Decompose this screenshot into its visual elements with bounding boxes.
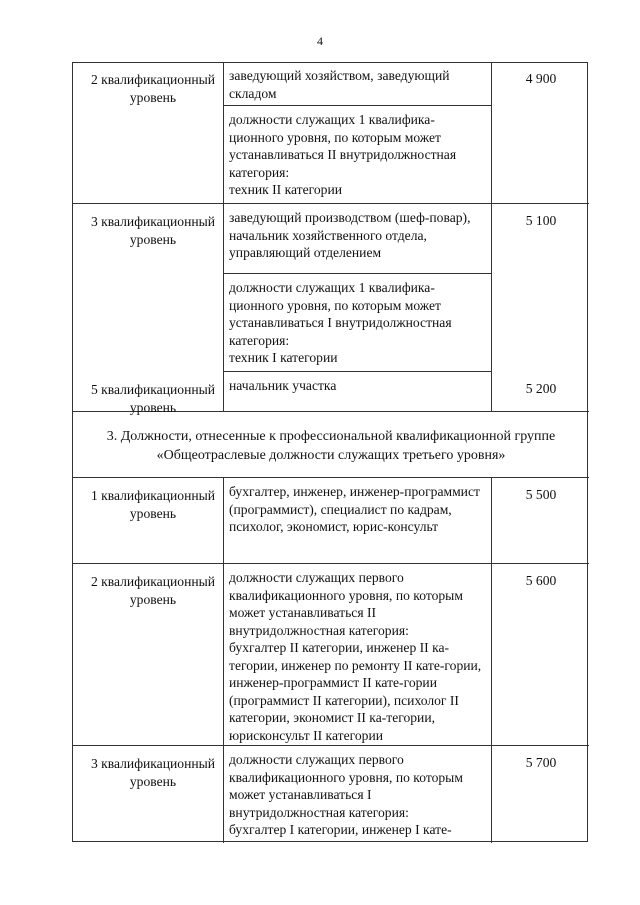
row-divider: [73, 477, 589, 478]
row-divider: [73, 745, 589, 746]
row-divider: [73, 203, 589, 204]
salary-cell: 4 900: [525, 71, 557, 86]
column-divider-right: [491, 63, 492, 411]
salary-cell: 5 100: [525, 213, 557, 228]
description-cell: должности служащих первого квалификационного уровня, по которым может устанавливаться II внутридолжностная категория: бухгалтер II категории, инженер II ка-тегории, инженер по ремонту II кате-гории, инженер-программист II кате-гории (программист II категории), психолог II категории, экономист II ка-тегории, юрисконсульт II категории: [229, 570, 482, 743]
level-cell: 3 квалификационный уровень: [90, 214, 216, 247]
salary-cell: 5 200: [525, 381, 557, 396]
level-cell: 2 квалификационный уровень: [90, 72, 216, 105]
row-divider: [223, 273, 491, 274]
description-cell: должности служащих первого квалификационного уровня, по которым может устанавливаться I внутридолжностная категория: бухгалтер I категории, инженер I кате-: [229, 752, 463, 837]
column-divider-right-2: [491, 477, 492, 843]
description-cell: должности служащих 1 квалифика-ционного уровня, по которым может устанавливаться I внутридолжностная категория: техник I категории: [229, 280, 452, 365]
group-title: 3. Должности, отнесенные к профессиональной квалификационной группе «Общеотраслевые должности служащих третьего уровня»: [106, 429, 556, 463]
level-cell: 5 квалификационный уровень: [90, 382, 216, 415]
level-cell: 3 квалификационный уровень: [90, 756, 216, 789]
description-cell: начальник участка: [229, 378, 337, 393]
row-divider: [223, 371, 491, 372]
salary-cell: 5 600: [525, 573, 557, 588]
description-cell: должности служащих 1 квалифика-ционного уровня, по которым может устанавливаться II внутридолжностная категория: техник II категории: [229, 112, 457, 197]
row-divider: [223, 105, 491, 106]
salary-cell: 5 500: [525, 487, 557, 502]
description-cell: заведующий производством (шеф-повар), начальник хозяйственного отдела, управляющий отделением: [229, 210, 471, 260]
page-number: 4: [317, 34, 323, 48]
description-cell: заведующий хозяйством, заведующий складом: [229, 68, 450, 101]
salary-table: [72, 62, 588, 842]
row-divider: [73, 563, 589, 564]
level-cell: 2 квалификационный уровень: [90, 574, 216, 607]
description-cell: бухгалтер, инженер, инженер-программист (программист), специалист по кадрам, психолог, экономист, юрис-консульт: [229, 484, 480, 534]
level-cell: 1 квалификационный уровень: [90, 488, 216, 521]
salary-cell: 5 700: [525, 755, 557, 770]
